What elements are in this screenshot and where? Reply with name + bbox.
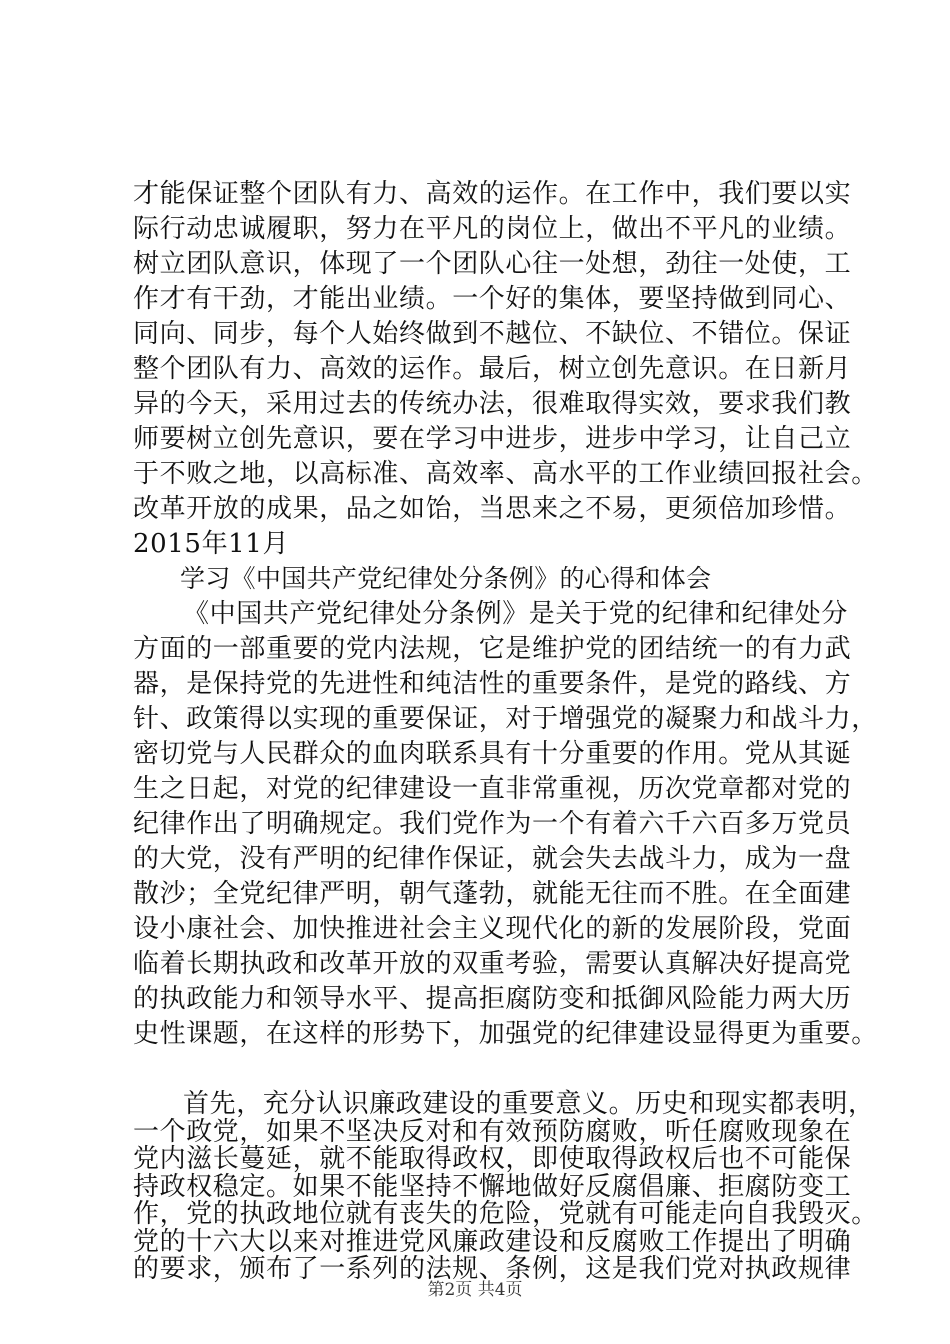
page-footer: 第2页 共4页	[427, 1280, 523, 1300]
body-line: 《中国共产党纪律处分条例》是关于党的纪律和纪律处分	[183, 599, 849, 629]
body-line: 方面的一部重要的党内法规，它是维护党的团结统一的有力武	[133, 634, 852, 664]
body-line: 改革开放的成果，品之如饴，当思来之不易，更须倍加珍惜。	[133, 494, 852, 524]
body-line: 首先，充分认识廉政建设的重要意义。历史和现实都表明，	[183, 1089, 875, 1119]
body-line: 临着长期执政和改革开放的双重考验，需要认真解决好提高党	[133, 949, 852, 979]
body-line: 党的十六大以来对推进党风廉政建设和反腐败工作提出了明确	[133, 1226, 852, 1257]
body-line: 的执政能力和领导水平、提高拒腐防变和抵御风险能力两大历	[133, 984, 852, 1014]
body-line: 史性课题，在这样的形势下，加强党的纪律建设显得更为重要。	[133, 1019, 878, 1049]
body-line: 生之日起，对党的纪律建设一直非常重视，历次党章都对党的	[133, 774, 852, 804]
body-line: 才能保证整个团队有力、高效的运作。在工作中，我们要以实	[133, 179, 852, 209]
body-line: 针、政策得以实现的重要保证，对于增强党的凝聚力和战斗力，	[133, 704, 878, 734]
body-line: 异的今天，采用过去的传统办法，很难取得实效，要求我们教	[133, 389, 852, 419]
date-line: 2015年11月	[133, 529, 290, 559]
body-line: 于不败之地，以高标准、高效率、高水平的工作业绩回报社会。	[133, 459, 878, 489]
body-line: 际行动忠诚履职，努力在平凡的岗位上，做出不平凡的业绩。	[133, 214, 852, 244]
body-line: 树立团队意识，体现了一个团队心往一处想，劲往一处使，工	[133, 249, 852, 279]
body-line: 作，党的执政地位就有丧失的危险，党就有可能走向自我毁灭。	[133, 1199, 878, 1229]
body-line: 师要树立创先意识，要在学习中进步，进步中学习，让自己立	[133, 424, 852, 454]
body-line: 密切党与人民群众的血肉联系具有十分重要的作用。党从其诞	[133, 739, 852, 769]
body-line: 设小康社会、加快推进社会主义现代化的新的发展阶段，党面	[133, 914, 852, 944]
body-line: 一个政党，如果不坚决反对和有效预防腐败，听任腐败现象在	[133, 1116, 852, 1147]
body-line: 同向、同步，每个人始终做到不越位、不缺位、不错位。保证	[133, 319, 852, 349]
body-line: 散沙；全党纪律严明，朝气蓬勃，就能无往而不胜。在全面建	[133, 879, 852, 909]
body-line: 持政权稳定。如果不能坚持不懈地做好反腐倡廉、拒腐防变工	[133, 1171, 852, 1202]
body-line: 整个团队有力、高效的运作。最后，树立创先意识。在日新月	[133, 354, 852, 384]
body-line: 器，是保持党的先进性和纯洁性的重要条件，是党的路线、方	[133, 669, 852, 699]
body-line: 的大党，没有严明的纪律作保证，就会失去战斗力，成为一盘	[133, 844, 852, 874]
body-line: 纪律作出了明确规定。我们党作为一个有着六千六百多万党员	[133, 809, 852, 839]
body-line: 作才有干劲，才能出业绩。一个好的集体，要坚持做到同心、	[133, 284, 852, 314]
article-title: 学习《中国共产党纪律处分条例》的心得和体会	[180, 564, 712, 593]
body-line: 的要求，颁布了一系列的法规、条例，这是我们党对执政规律	[133, 1254, 852, 1284]
body-line: 党内滋长蔓延，就不能取得政权，即使取得政权后也不可能保	[133, 1144, 852, 1174]
